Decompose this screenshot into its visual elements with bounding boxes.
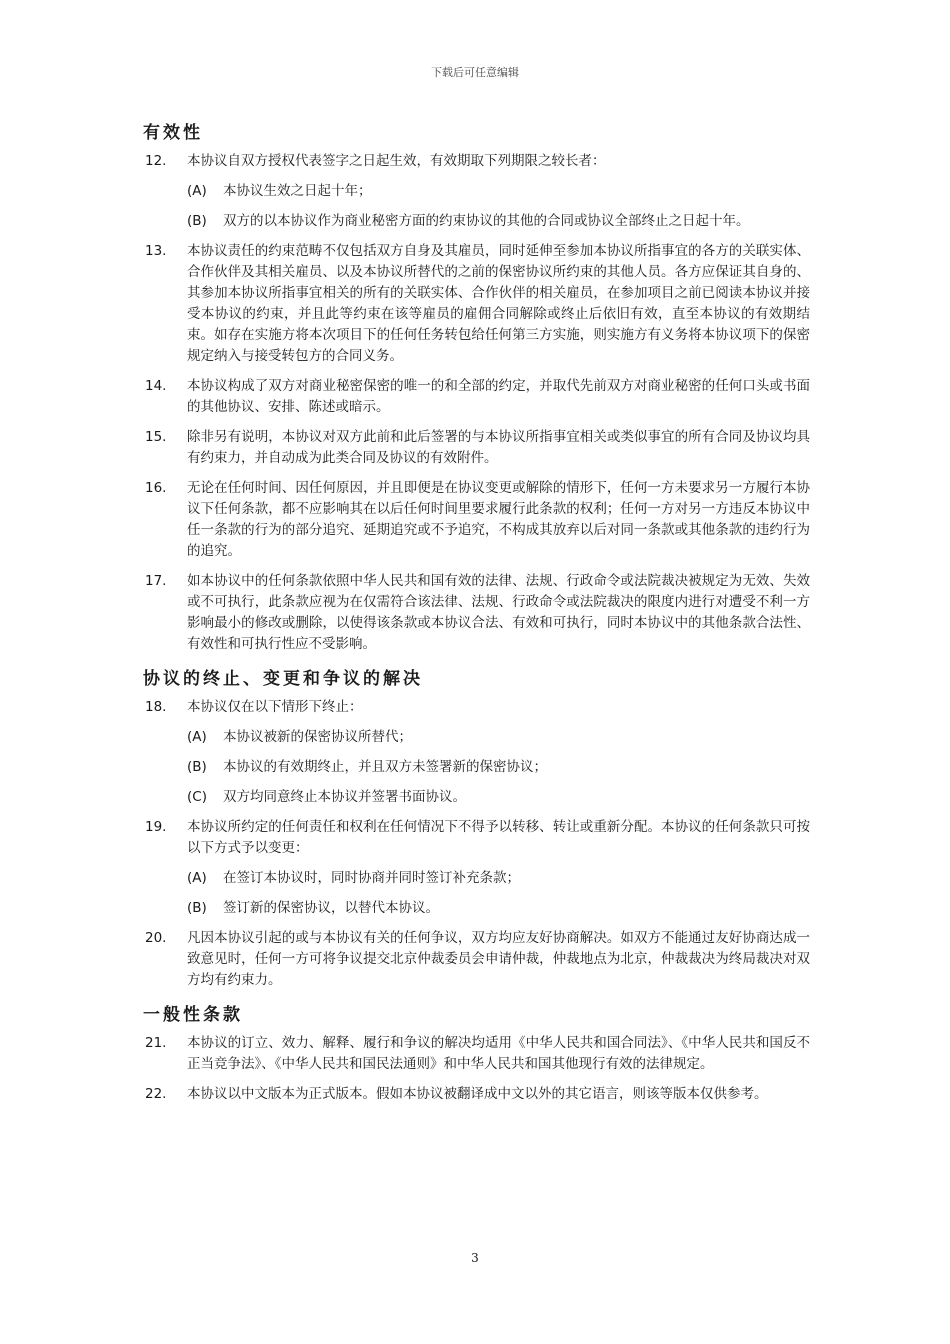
sub-text: 本协议被新的保密协议所替代； bbox=[223, 729, 412, 745]
sub-label: (B) bbox=[187, 213, 207, 229]
clause-text: 如本协议中的任何条款依照中华人民共和国有效的法律、法规、行政命令或法院裁决被规定为无效、失效或不可执行，此条款应视为在仅需符合该法律、法规、行政命令或法院裁决的限度内进行对遭受不利一方影响最小的修改或删除，以使得该条款或本协议合法、有效和可执行，同时本协议中的其他条款合法性、有效性和可执行性应不受影响。 bbox=[187, 573, 810, 652]
clause-15 bbox=[145, 427, 810, 469]
sub-label: (C) bbox=[187, 789, 207, 805]
sub-label: (B) bbox=[187, 759, 207, 775]
sub-label: (A) bbox=[187, 870, 207, 886]
clause-number: 13. bbox=[145, 243, 167, 259]
sub-text: 本协议生效之日起十年； bbox=[223, 183, 372, 199]
section-title-termination: 协议的终止、变更和争议的解决 bbox=[143, 669, 423, 689]
clause-12-sub-b bbox=[187, 211, 810, 232]
clause-12-sub-a bbox=[187, 181, 810, 202]
clause-21 bbox=[145, 1033, 810, 1075]
clause-14 bbox=[145, 376, 810, 418]
clause-number: 15. bbox=[145, 429, 167, 445]
clause-text: 本协议以中文版本为正式版本。假如本协议被翻译成中文以外的其它语言，则该等版本仅供参考。 bbox=[187, 1086, 768, 1102]
page-header: 下载后可任意编辑 bbox=[431, 66, 519, 79]
clause-number: 12. bbox=[145, 153, 167, 169]
clause-19 bbox=[145, 817, 810, 859]
clause-text: 本协议所约定的任何责任和权利在任何情况下不得予以转移、转让或重新分配。本协议的任何条款只可按以下方式予以变更： bbox=[187, 819, 810, 856]
page-number: 3 bbox=[471, 1251, 479, 1265]
clause-number: 14. bbox=[145, 378, 167, 394]
clause-number: 16. bbox=[145, 480, 167, 496]
clause-number: 18. bbox=[145, 699, 167, 715]
clause-number: 19. bbox=[145, 819, 167, 835]
clause-number: 17. bbox=[145, 573, 167, 589]
clause-text: 本协议的订立、效力、解释、履行和争议的解决均适用《中华人民共和国合同法》、《中华人民共和国反不正当竞争法》、《中华人民共和国民法通则》和中华人民共和国其他现行有效的法律规定。 bbox=[187, 1035, 810, 1072]
clause-text: 凡因本协议引起的或与本协议有关的任何争议，双方均应友好协商解决。如双方不能通过友好协商达成一致意见时，任何一方可将争议提交北京仲裁委员会申请仲裁，仲裁地点为北京，仲裁裁决为终局裁决对双方均有约束力。 bbox=[187, 930, 810, 988]
clause-12 bbox=[145, 151, 810, 172]
clause-text: 本协议自双方授权代表签字之日起生效，有效期取下列期限之较长者： bbox=[187, 153, 606, 169]
clause-18-sub-a bbox=[187, 727, 810, 748]
sub-text: 本协议的有效期终止，并且双方未签署新的保密协议； bbox=[223, 759, 547, 775]
clause-17 bbox=[145, 571, 810, 655]
clause-19-sub-b bbox=[187, 898, 810, 919]
sub-text: 双方的以本协议作为商业秘密方面的约束协议的其他的合同或协议全部终止之日起十年。 bbox=[223, 213, 750, 229]
sub-text: 双方均同意终止本协议并签署书面协议。 bbox=[223, 789, 466, 805]
clause-16 bbox=[145, 478, 810, 562]
clause-text: 本协议构成了双方对商业秘密保密的唯一的和全部的约定，并取代先前双方对商业秘密的任何口头或书面的其他协议、安排、陈述或暗示。 bbox=[187, 378, 810, 415]
sub-text: 签订新的保密协议，以替代本协议。 bbox=[223, 900, 439, 916]
section-title-validity: 有效性 bbox=[143, 123, 203, 143]
clause-text: 无论在任何时间、因任何原因，并且即便是在协议变更或解除的情形下，任何一方未要求另一方履行本协议下任何条款，都不应影响其在以后任何时间里要求履行此条款的权利；任何一方对另一方违反本协议中任一条款的行为的部分追究、延期追究或不予追究，不构成其放弃以后对同一条款或其他条款的违约行为的追究。 bbox=[187, 480, 810, 559]
clause-13 bbox=[145, 241, 810, 367]
clause-text: 本协议责任的约束范畴不仅包括双方自身及其雇员，同时延伸至参加本协议所指事宜的各方的关联实体、合作伙伴及其相关雇员、以及本协议所替代的之前的保密协议所约束的其他人员。各方应保证其自身的、其参加本协议所指事宜相关的所有的关联实体、合作伙伴的相关雇员，在参加项目之前已阅读本协议并接受本协议的约束，并且此等约束在该等雇员的雇佣合同解除或终止后依旧有效，直至本协议的有效期结束。如存在实施方将本次项目下的任何任务转包给任何第三方实施，则实施方有义务将本协议项下的保密规定纳入与接受转包方的合同义务。 bbox=[187, 243, 810, 364]
clause-18-sub-b bbox=[187, 757, 810, 778]
section-title-general: 一般性条款 bbox=[143, 1005, 243, 1025]
document-body bbox=[145, 118, 810, 1114]
clause-text: 除非另有说明，本协议对双方此前和此后签署的与本协议所指事宜相关或类似事宜的所有合同及协议均具有约束力，并自动成为此类合同及协议的有效附件。 bbox=[187, 429, 810, 466]
clause-20 bbox=[145, 928, 810, 991]
sub-label: (B) bbox=[187, 900, 207, 916]
clause-18 bbox=[145, 697, 810, 718]
clause-22 bbox=[145, 1084, 810, 1105]
clause-text: 本协议仅在以下情形下终止： bbox=[187, 699, 363, 715]
clause-19-sub-a bbox=[187, 868, 810, 889]
sub-label: (A) bbox=[187, 183, 207, 199]
clause-18-sub-c bbox=[187, 787, 810, 808]
clause-number: 22. bbox=[145, 1086, 167, 1102]
sub-label: (A) bbox=[187, 729, 207, 745]
sub-text: 在签订本协议时，同时协商并同时签订补充条款； bbox=[223, 870, 520, 886]
clause-number: 20. bbox=[145, 930, 167, 946]
clause-number: 21. bbox=[145, 1035, 167, 1051]
